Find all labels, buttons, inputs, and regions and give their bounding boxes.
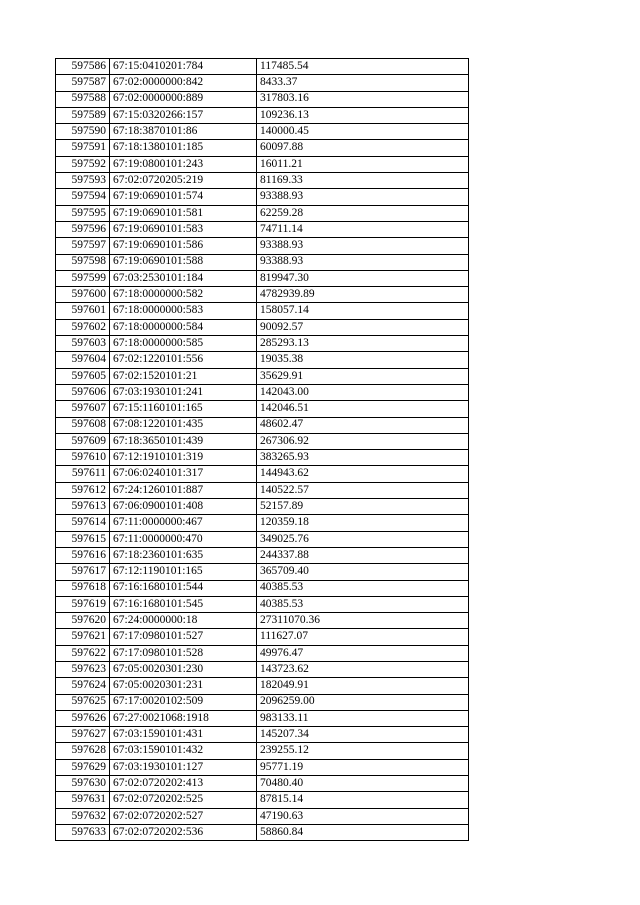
amount-value-cell: 93388.93	[257, 238, 469, 254]
row-number-cell: 597598	[56, 254, 110, 270]
amount-value-cell: 19035.38	[257, 352, 469, 368]
amount-value-cell: 144943.62	[257, 466, 469, 482]
row-number-cell: 597625	[56, 694, 110, 710]
row-number-cell: 597588	[56, 91, 110, 107]
amount-value-cell: 90092.57	[257, 319, 469, 335]
table-row	[56, 531, 469, 547]
amount-value-cell: 285293.13	[257, 336, 469, 352]
cadastral-number-cell: 67:11:0000000:467	[110, 515, 257, 531]
amount-value-cell: 48602.47	[257, 417, 469, 433]
cadastral-number-cell: 67:17:0980101:527	[110, 629, 257, 645]
table-row	[56, 368, 469, 384]
cadastral-number-cell: 67:02:0720202:525	[110, 792, 257, 808]
amount-value-cell: 267306.92	[257, 433, 469, 449]
cadastral-number-cell: 67:15:1160101:165	[110, 401, 257, 417]
cadastral-number-cell: 67:19:0690101:581	[110, 205, 257, 221]
amount-value-cell: 81169.33	[257, 173, 469, 189]
cadastral-number-cell: 67:16:1680101:545	[110, 596, 257, 612]
cadastral-number-cell: 67:24:1260101:887	[110, 482, 257, 498]
table-row	[56, 694, 469, 710]
table-row	[56, 678, 469, 694]
row-number-cell: 597597	[56, 238, 110, 254]
row-number-cell: 597613	[56, 499, 110, 515]
amount-value-cell: 87815.14	[257, 792, 469, 808]
row-number-cell: 597605	[56, 368, 110, 384]
amount-value-cell: 52157.89	[257, 499, 469, 515]
row-number-cell: 597590	[56, 124, 110, 140]
row-number-cell: 597586	[56, 59, 110, 75]
row-number-cell: 597608	[56, 417, 110, 433]
cadastral-number-cell: 67:18:0000000:585	[110, 336, 257, 352]
row-number-cell: 597615	[56, 531, 110, 547]
amount-value-cell: 143723.62	[257, 661, 469, 677]
cadastral-number-cell: 67:03:1930101:241	[110, 384, 257, 400]
row-number-cell: 597630	[56, 776, 110, 792]
table-row	[56, 499, 469, 515]
row-number-cell: 597631	[56, 792, 110, 808]
cadastral-number-cell: 67:02:0000000:842	[110, 75, 257, 91]
row-number-cell: 597610	[56, 450, 110, 466]
table-row	[56, 776, 469, 792]
amount-value-cell: 62259.28	[257, 205, 469, 221]
amount-value-cell: 58860.84	[257, 824, 469, 840]
amount-value-cell: 120359.18	[257, 515, 469, 531]
table-row	[56, 515, 469, 531]
cadastral-number-cell: 67:03:2530101:184	[110, 270, 257, 286]
row-number-cell: 597620	[56, 613, 110, 629]
row-number-cell: 597628	[56, 743, 110, 759]
table-row	[56, 433, 469, 449]
amount-value-cell: 60097.88	[257, 140, 469, 156]
row-number-cell: 597600	[56, 287, 110, 303]
table-row	[56, 319, 469, 335]
cadastral-number-cell: 67:03:1930101:127	[110, 759, 257, 775]
row-number-cell: 597603	[56, 336, 110, 352]
amount-value-cell: 8433.37	[257, 75, 469, 91]
table-row	[56, 91, 469, 107]
table-row	[56, 580, 469, 596]
cadastral-number-cell: 67:18:3870101:86	[110, 124, 257, 140]
amount-value-cell: 47190.63	[257, 808, 469, 824]
table-row	[56, 482, 469, 498]
cadastral-number-cell: 67:08:1220101:435	[110, 417, 257, 433]
cadastral-number-cell: 67:19:0690101:586	[110, 238, 257, 254]
table-row	[56, 140, 469, 156]
amount-value-cell: 40385.53	[257, 580, 469, 596]
table-row	[56, 336, 469, 352]
amount-value-cell: 239255.12	[257, 743, 469, 759]
cadastral-number-cell: 67:05:0020301:230	[110, 661, 257, 677]
table-row	[56, 287, 469, 303]
row-number-cell: 597617	[56, 564, 110, 580]
amount-value-cell: 819947.30	[257, 270, 469, 286]
amount-value-cell: 145207.34	[257, 727, 469, 743]
table-row	[56, 661, 469, 677]
amount-value-cell: 140522.57	[257, 482, 469, 498]
amount-value-cell: 158057.14	[257, 303, 469, 319]
cadastral-number-cell: 67:18:3650101:439	[110, 433, 257, 449]
cadastral-number-cell: 67:19:0690101:583	[110, 221, 257, 237]
row-number-cell: 597622	[56, 645, 110, 661]
amount-value-cell: 35629.91	[257, 368, 469, 384]
table-row	[56, 613, 469, 629]
row-number-cell: 597611	[56, 466, 110, 482]
records-body	[56, 59, 469, 841]
amount-value-cell: 93388.93	[257, 254, 469, 270]
table-row	[56, 352, 469, 368]
table-row	[56, 629, 469, 645]
cadastral-number-cell: 67:11:0000000:470	[110, 531, 257, 547]
amount-value-cell: 95771.19	[257, 759, 469, 775]
cadastral-number-cell: 67:02:0000000:889	[110, 91, 257, 107]
row-number-cell: 597591	[56, 140, 110, 156]
row-number-cell: 597601	[56, 303, 110, 319]
row-number-cell: 597609	[56, 433, 110, 449]
row-number-cell: 597612	[56, 482, 110, 498]
amount-value-cell: 244337.88	[257, 547, 469, 563]
row-number-cell: 597624	[56, 678, 110, 694]
cadastral-number-cell: 67:24:0000000:18	[110, 613, 257, 629]
table-row	[56, 792, 469, 808]
amount-value-cell: 49976.47	[257, 645, 469, 661]
row-number-cell: 597623	[56, 661, 110, 677]
cadastral-number-cell: 67:02:0720202:536	[110, 824, 257, 840]
amount-value-cell: 365709.40	[257, 564, 469, 580]
table-row	[56, 759, 469, 775]
cadastral-number-cell: 67:18:0000000:583	[110, 303, 257, 319]
amount-value-cell: 93388.93	[257, 189, 469, 205]
cadastral-number-cell: 67:02:0720205:219	[110, 173, 257, 189]
cadastral-number-cell: 67:17:0980101:528	[110, 645, 257, 661]
row-number-cell: 597599	[56, 270, 110, 286]
row-number-cell: 597606	[56, 384, 110, 400]
cadastral-number-cell: 67:19:0800101:243	[110, 156, 257, 172]
table-row	[56, 205, 469, 221]
row-number-cell: 597593	[56, 173, 110, 189]
table-row	[56, 384, 469, 400]
table-row	[56, 189, 469, 205]
cadastral-number-cell: 67:18:1380101:185	[110, 140, 257, 156]
cadastral-number-cell: 67:18:2360101:635	[110, 547, 257, 563]
amount-value-cell: 142043.00	[257, 384, 469, 400]
cadastral-number-cell: 67:02:1520101:21	[110, 368, 257, 384]
amount-value-cell: 111627.07	[257, 629, 469, 645]
row-number-cell: 597587	[56, 75, 110, 91]
cadastral-number-cell: 67:19:0690101:588	[110, 254, 257, 270]
cadastral-number-cell: 67:15:0320266:157	[110, 107, 257, 123]
row-number-cell: 597627	[56, 727, 110, 743]
amount-value-cell: 16011.21	[257, 156, 469, 172]
table-row	[56, 270, 469, 286]
table-row	[56, 401, 469, 417]
amount-value-cell: 140000.45	[257, 124, 469, 140]
table-row	[56, 254, 469, 270]
table-row	[56, 75, 469, 91]
cadastral-number-cell: 67:02:1220101:556	[110, 352, 257, 368]
table-row	[56, 547, 469, 563]
row-number-cell: 597592	[56, 156, 110, 172]
cadastral-number-cell: 67:03:1590101:431	[110, 727, 257, 743]
table-row	[56, 221, 469, 237]
amount-value-cell: 317803.16	[257, 91, 469, 107]
table-row	[56, 107, 469, 123]
table-row	[56, 743, 469, 759]
cadastral-number-cell: 67:02:0720202:527	[110, 808, 257, 824]
amount-value-cell: 117485.54	[257, 59, 469, 75]
cadastral-number-cell: 67:17:0020102:509	[110, 694, 257, 710]
amount-value-cell: 27311070.36	[257, 613, 469, 629]
row-number-cell: 597595	[56, 205, 110, 221]
row-number-cell: 597602	[56, 319, 110, 335]
cadastral-number-cell: 67:12:1190101:165	[110, 564, 257, 580]
row-number-cell: 597616	[56, 547, 110, 563]
cadastral-number-cell: 67:05:0020301:231	[110, 678, 257, 694]
row-number-cell: 597596	[56, 221, 110, 237]
table-row	[56, 564, 469, 580]
amount-value-cell: 182049.91	[257, 678, 469, 694]
cadastral-number-cell: 67:18:0000000:584	[110, 319, 257, 335]
row-number-cell: 597633	[56, 824, 110, 840]
table-row	[56, 727, 469, 743]
amount-value-cell: 40385.53	[257, 596, 469, 612]
cadastral-number-cell: 67:12:1910101:319	[110, 450, 257, 466]
cadastral-number-cell: 67:19:0690101:574	[110, 189, 257, 205]
row-number-cell: 597594	[56, 189, 110, 205]
cadastral-number-cell: 67:02:0720202:413	[110, 776, 257, 792]
cadastral-number-cell: 67:06:0900101:408	[110, 499, 257, 515]
table-row	[56, 808, 469, 824]
amount-value-cell: 383265.93	[257, 450, 469, 466]
table-row	[56, 450, 469, 466]
table-row	[56, 173, 469, 189]
row-number-cell: 597618	[56, 580, 110, 596]
row-number-cell: 597607	[56, 401, 110, 417]
table-row	[56, 466, 469, 482]
row-number-cell: 597626	[56, 710, 110, 726]
row-number-cell: 597621	[56, 629, 110, 645]
row-number-cell: 597589	[56, 107, 110, 123]
row-number-cell: 597632	[56, 808, 110, 824]
amount-value-cell: 2096259.00	[257, 694, 469, 710]
cadastral-number-cell: 67:27:0021068:1918	[110, 710, 257, 726]
row-number-cell: 597629	[56, 759, 110, 775]
table-row	[56, 710, 469, 726]
table-row	[56, 824, 469, 840]
cadastral-number-cell: 67:03:1590101:432	[110, 743, 257, 759]
amount-value-cell: 983133.11	[257, 710, 469, 726]
amount-value-cell: 70480.40	[257, 776, 469, 792]
table-row	[56, 59, 469, 75]
table-row	[56, 124, 469, 140]
table-row	[56, 645, 469, 661]
amount-value-cell: 74711.14	[257, 221, 469, 237]
cadastral-number-cell: 67:18:0000000:582	[110, 287, 257, 303]
row-number-cell: 597604	[56, 352, 110, 368]
cadastral-number-cell: 67:06:0240101:317	[110, 466, 257, 482]
records-table	[55, 58, 469, 841]
row-number-cell: 597619	[56, 596, 110, 612]
table-row	[56, 303, 469, 319]
amount-value-cell: 4782939.89	[257, 287, 469, 303]
amount-value-cell: 142046.51	[257, 401, 469, 417]
amount-value-cell: 109236.13	[257, 107, 469, 123]
row-number-cell: 597614	[56, 515, 110, 531]
cadastral-number-cell: 67:16:1680101:544	[110, 580, 257, 596]
table-row	[56, 238, 469, 254]
cadastral-number-cell: 67:15:0410201:784	[110, 59, 257, 75]
table-row	[56, 596, 469, 612]
amount-value-cell: 349025.76	[257, 531, 469, 547]
table-row	[56, 417, 469, 433]
table-row	[56, 156, 469, 172]
